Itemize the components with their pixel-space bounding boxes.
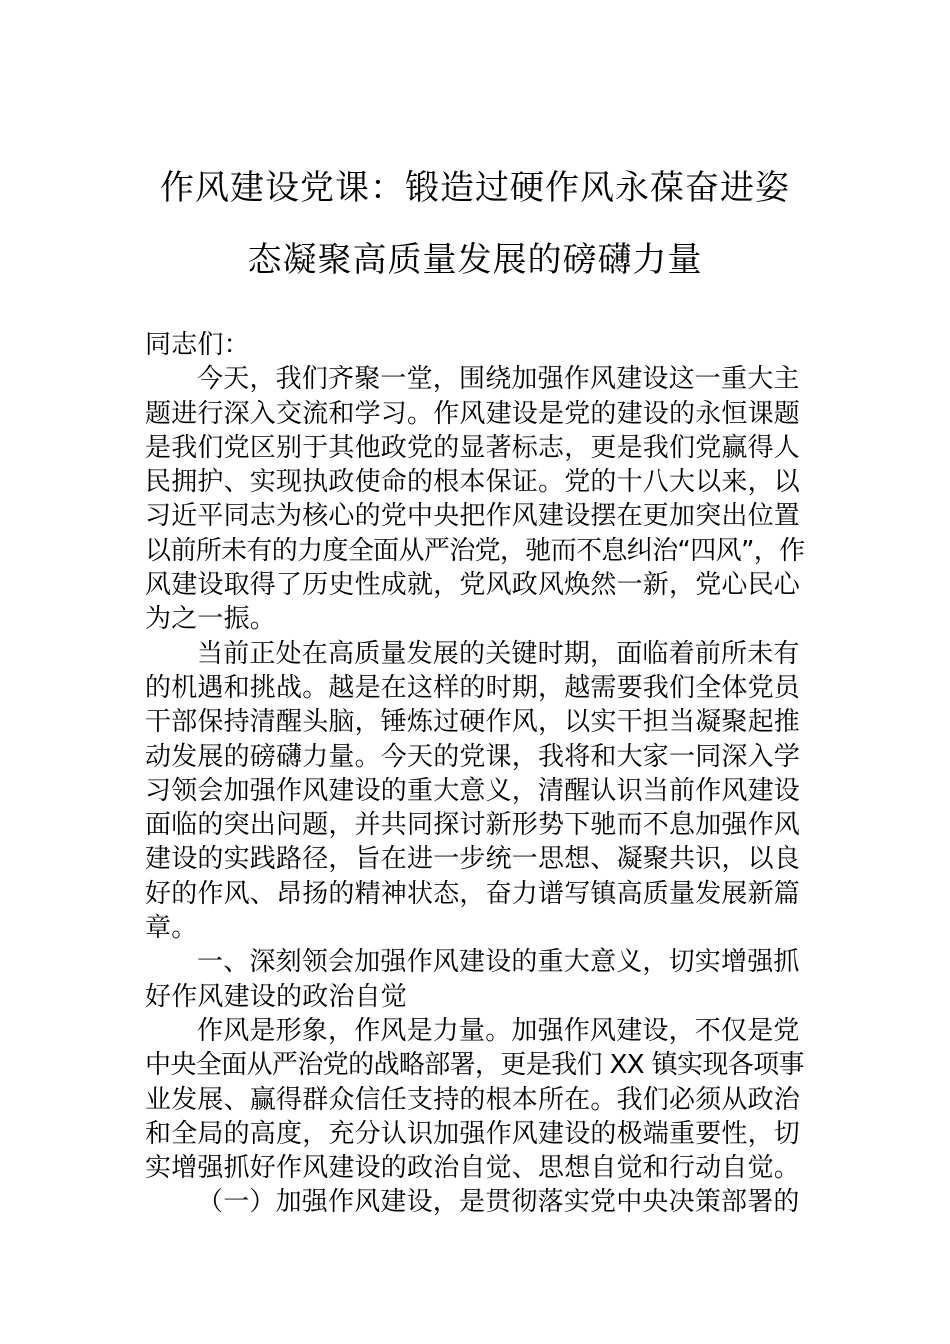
document-body [145, 328, 805, 1220]
body-text-line: 作风是形象，作风是力量。加强作风建设，不仅是党 [197, 1015, 800, 1046]
body-text-line: 当前正处在高质量发展的关键时期，面临着前所未有 [197, 638, 800, 669]
body-text-line: 一、深刻领会加强作风建设的重大意义，切实增强抓 [197, 947, 800, 978]
body-text-line: 实增强抓好作风建设的政治自觉、思想自觉和行动自觉。 [145, 1153, 801, 1184]
body-text-line: 风建设取得了历史性成就，党风政风焕然一新，党心民心 [145, 570, 801, 601]
body-text-line: 中央全面从严治党的战略部署，更是我们 XX 镇实现各项事 [145, 1050, 804, 1081]
body-text-line: 好作风建设的政治自觉 [145, 981, 408, 1012]
body-text-line: 业发展、赢得群众信任支持的根本所在。我们必须从政治 [145, 1084, 801, 1115]
salutation: 同志们： [145, 330, 250, 360]
body-text-line: 习领会加强作风建设的重大意义，清醒认识当前作风建设 [145, 775, 801, 806]
body-text-line: 好的作风、昂扬的精神状态，奋力谱写镇高质量发展新篇 [145, 878, 801, 909]
body-text-line: （一）加强作风建设，是贯彻落实党中央决策部署的 [197, 1187, 800, 1218]
body-text-line: 建设的实践路径，旨在进一步统一思想、凝聚共识，以良 [145, 844, 801, 875]
body-text-line: 为之一振。 [145, 604, 277, 635]
body-text-line: 干部保持清醒头脑，锤炼过硬作风，以实干担当凝聚起推 [145, 707, 801, 738]
body-text-line: 题进行深入交流和学习。作风建设是党的建设的永恒课题 [145, 398, 801, 429]
body-text-line: 以前所未有的力度全面从严治党，驰而不息纠治“四风”，作 [145, 535, 805, 566]
body-text-line: 民拥护、实现执政使命的根本保证。党的十八大以来，以 [145, 467, 801, 498]
body-text-line: 面临的突出问题，并共同探讨新形势下驰而不息加强作风 [145, 810, 801, 841]
body-text-line: 是我们党区别于其他政党的显著标志，更是我们党赢得人 [145, 432, 801, 463]
body-text-line: 习近平同志为核心的党中央把作风建设摆在更加突出位置 [145, 501, 801, 532]
body-text-line: 的机遇和挑战。越是在这样的时期，越需要我们全体党员 [145, 672, 801, 703]
body-text-line: 和全局的高度，充分认识加强作风建设的极端重要性，切 [145, 1118, 801, 1149]
body-text-line: 今天，我们齐聚一堂，围绕加强作风建设这一重大主 [197, 364, 800, 395]
body-text-line: 动发展的磅礴力量。今天的党课，我将和大家一同深入学 [145, 741, 801, 772]
body-text-line: 章。 [145, 913, 198, 944]
document-title-line-1: 作风建设党课：锻造过硬作风永葆奋进姿 [160, 168, 790, 208]
document-title-line-2: 态凝聚高质量发展的磅礴力量 [247, 240, 703, 280]
